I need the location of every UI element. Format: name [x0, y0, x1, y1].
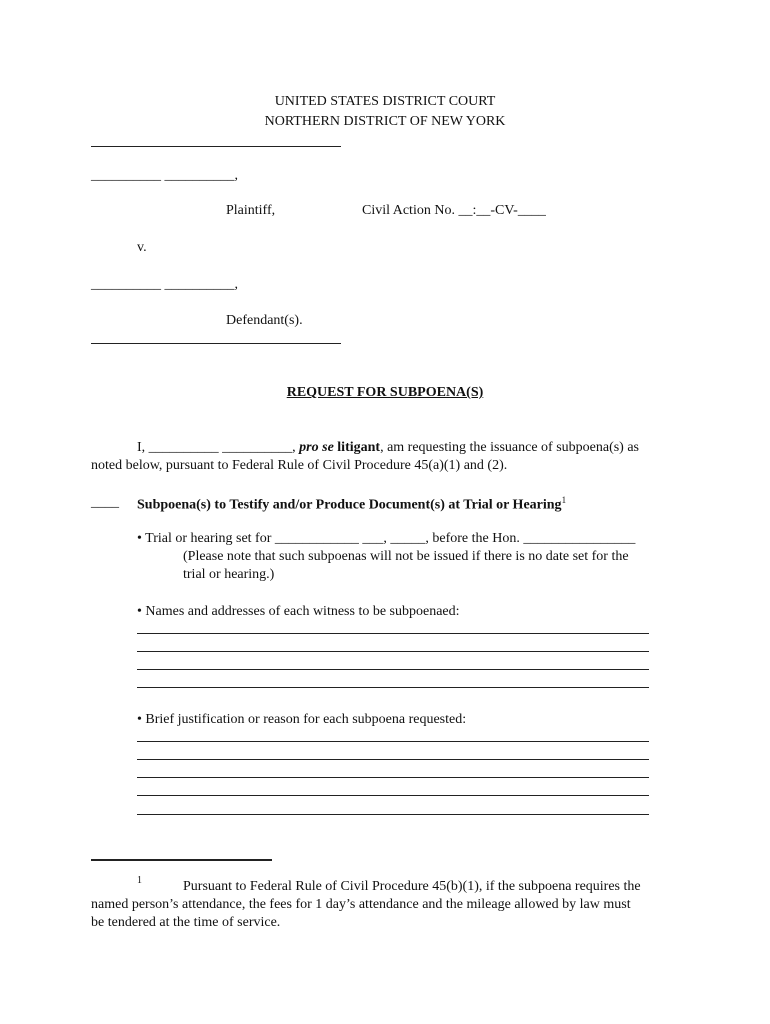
justification-line-1: [137, 741, 649, 742]
witness-line-4: [137, 687, 649, 688]
footnote-line-3: be tendered at the time of service.: [91, 915, 281, 930]
witness-line-3: [137, 669, 649, 670]
document-title: REQUEST FOR SUBPOENA(S): [286, 385, 484, 400]
section1-checkbox-blank: ____: [91, 495, 119, 510]
trial-note-line-2: trial or hearing.): [183, 567, 275, 582]
justification-label: • Brief justification or reason for each subpoena requested:: [137, 712, 467, 727]
trial-note-line-1: (Please note that such subpoenas will not be issued if there is no date set for the: [183, 549, 629, 564]
plaintiff-label: Plaintiff,: [226, 203, 276, 218]
defendant-name-blank: __________ __________,: [91, 277, 238, 292]
footnote-line-1: Pursuant to Federal Rule of Civil Procedure 45(b)(1), if the subpoena requires the: [183, 879, 641, 894]
intro-line-1: [137, 440, 639, 456]
justification-line-4: [137, 795, 649, 796]
section1-heading: [137, 495, 566, 514]
intro-litigant: litigant: [333, 440, 381, 455]
section1-heading-text: Subpoena(s) to Testify and/or Produce Document(s) at Trial or Hearing: [137, 497, 562, 513]
witness-line-2: [137, 651, 649, 652]
versus: v.: [137, 240, 147, 255]
justification-line-3: [137, 777, 649, 778]
justification-line-2: [137, 759, 649, 760]
intro-line-2: noted below, pursuant to Federal Rule of Civil Procedure 45(a)(1) and (2).: [91, 458, 508, 473]
section1-footnote-mark: 1: [561, 495, 567, 505]
justification-line-5: [137, 814, 649, 815]
plaintiff-name-blank: __________ __________,: [91, 168, 238, 183]
caption-top-rule: [91, 146, 341, 147]
footnote-separator: [91, 859, 272, 861]
civil-action-number: Civil Action No. __:__-CV-____: [362, 203, 546, 218]
intro-prefix: I, __________ __________,: [137, 440, 300, 455]
court-name: UNITED STATES DISTRICT COURT: [274, 94, 496, 109]
trial-date-line: • Trial or hearing set for ____________ ___, _____, before the Hon. ________________: [137, 531, 636, 546]
footnote-mark: 1: [137, 875, 142, 886]
witness-line-1: [137, 633, 649, 634]
court-district: NORTHERN DISTRICT OF NEW YORK: [264, 114, 506, 129]
defendant-label: Defendant(s).: [226, 313, 303, 328]
intro-rest: , am requesting the issuance of subpoena(s) as: [380, 440, 640, 455]
witness-label: • Names and addresses of each witness to be subpoenaed:: [137, 604, 460, 619]
intro-pro-se: pro se: [299, 440, 334, 455]
footnote-line-2: named person’s attendance, the fees for 1 day’s attendance and the mileage allowed by law must: [91, 897, 631, 912]
caption-bottom-rule: [91, 343, 341, 344]
